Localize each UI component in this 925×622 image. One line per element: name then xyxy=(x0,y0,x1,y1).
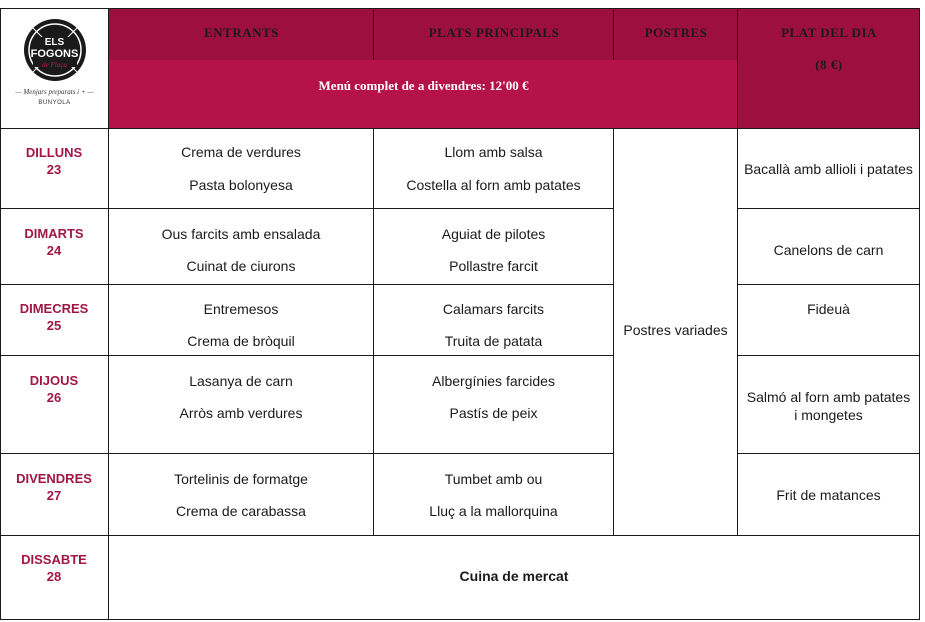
header-postres-label: POSTRES xyxy=(644,25,708,40)
logo xyxy=(0,8,109,128)
header-entrants xyxy=(109,8,374,60)
principal-dish: Pollastre farcit xyxy=(449,258,538,274)
row-line-6 xyxy=(0,535,920,536)
header-principals-label: PLATS PRINCIPALS xyxy=(428,25,560,40)
day-label-dijous: DIJOUS 26 xyxy=(29,373,79,405)
entrant-dish: Lasanya de carn xyxy=(189,373,293,389)
header-plat-dia-price: (8 €) xyxy=(815,57,843,72)
entrant-dish: Entremesos xyxy=(203,301,279,317)
entrant-dish: Tortelinis de formatge xyxy=(174,471,308,487)
principal-dish: Albergínies farcides xyxy=(432,373,555,389)
row-line-3b xyxy=(738,284,920,285)
entrant-dish: Arròs amb verdures xyxy=(179,405,303,421)
plat-dia-dish: Fideuà xyxy=(807,301,850,317)
row-line-5b xyxy=(738,453,920,454)
logo-tagline: — Menjars preparats i + — xyxy=(15,88,94,96)
principal-dish: Aguiat de pilotes xyxy=(441,226,546,242)
header-plat-del-dia xyxy=(738,8,920,128)
day-label-dilluns: DILLUNS 23 xyxy=(25,145,83,177)
header-plat-dia-label: PLAT DEL DIA xyxy=(781,25,877,40)
saturday-text: Cuina de mercat xyxy=(459,568,569,584)
entrant-dish: Ous farcits amb ensalada xyxy=(161,226,321,242)
plat-dia-dish: Bacallà amb allioli i patates xyxy=(744,161,913,177)
day-label-dimarts: DIMARTS 24 xyxy=(24,226,84,258)
logo-de-placa: de Plaça xyxy=(42,61,67,69)
principal-dish: Calamars farcits xyxy=(442,301,545,317)
principal-dish: Lluç a la mallorquina xyxy=(429,503,558,519)
logo-town: BUNYOLA xyxy=(38,100,71,106)
header-plats-principals xyxy=(374,8,614,60)
border-bottom xyxy=(0,619,920,620)
row-line-2 xyxy=(0,208,614,209)
entrant-dish: Crema de verdures xyxy=(181,144,301,160)
header-entrants-label: ENTRANTS xyxy=(204,25,279,40)
logo-fogons: FOGONS xyxy=(30,48,79,60)
plat-dia-dish: Canelons de carn xyxy=(773,242,884,258)
postres-cell: Postres variades xyxy=(623,322,728,338)
row-line-4 xyxy=(0,355,614,356)
principal-dish: Truita de patata xyxy=(444,333,543,349)
row-line-2b xyxy=(738,208,920,209)
principal-dish: Tumbet amb ou xyxy=(444,471,543,487)
entrant-dish: Cuinat de ciurons xyxy=(186,258,296,274)
principal-dish: Costella al forn amb patates xyxy=(406,177,581,193)
entrant-dish: Pasta bolonyesa xyxy=(189,177,293,193)
row-line-5 xyxy=(0,453,614,454)
header-postres xyxy=(614,8,738,60)
plat-dia-dish: Salmó al forn amb patates i mongetes xyxy=(746,389,911,423)
col-line-3 xyxy=(613,8,614,60)
border-top xyxy=(0,8,920,9)
day-label-dissabte: DISSABTE 28 xyxy=(21,552,87,584)
menu-complet-banner xyxy=(109,60,738,128)
row-line-3 xyxy=(0,284,614,285)
col-line-4 xyxy=(737,8,738,535)
day-label-divendres: DIVENDRES 27 xyxy=(16,471,92,503)
entrant-dish: Crema de bròquil xyxy=(187,333,295,349)
day-label-dimecres: DIMECRES 25 xyxy=(19,301,89,333)
principal-dish: Llom amb salsa xyxy=(444,144,543,160)
plat-dia-dish: Frit de matances xyxy=(776,487,881,503)
principal-dish: Pastís de peix xyxy=(449,405,538,421)
entrant-dish: Crema de carabassa xyxy=(176,503,306,519)
row-line-1 xyxy=(0,128,920,129)
menu-complet-text: Menú complet de a divendres: 12'00 € xyxy=(318,78,529,93)
logo-els: ELS xyxy=(44,37,65,48)
col-line-2 xyxy=(373,8,374,60)
row-line-4b xyxy=(738,355,920,356)
col-line-5 xyxy=(919,8,920,620)
